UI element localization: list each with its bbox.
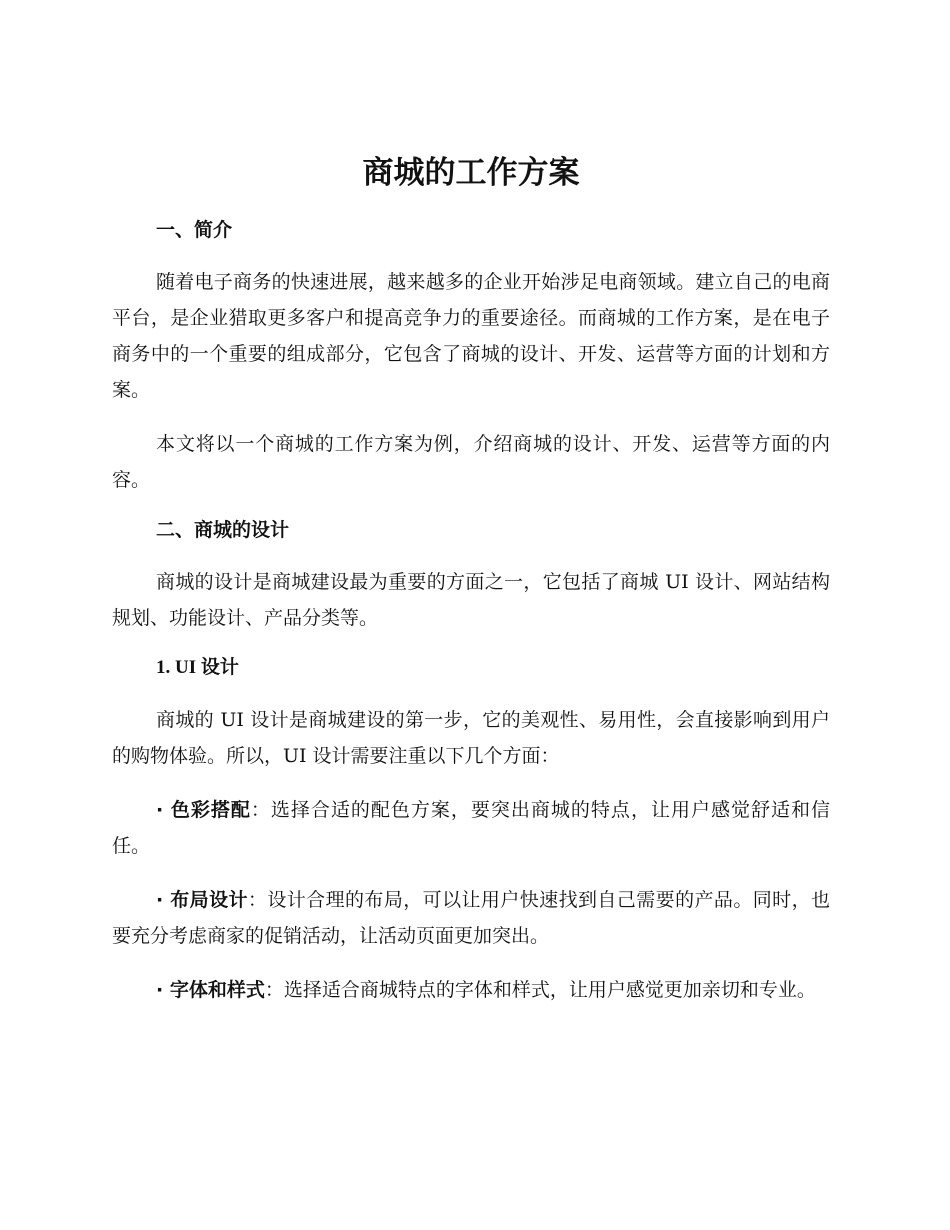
subheading-ui-design: 1. UI 设计 xyxy=(156,657,239,678)
paragraph-design-1: 商城的设计是商城建设最为重要的方面之一，它包括了商城 UI 设计、网站结构规划、功能设计、产品分类等。 xyxy=(112,571,830,629)
paragraph-intro-1: 随着电子商务的快速进展，越来越多的企业开始涉足电商领域。建立自己的电商平台，是企业猎取更多客户和提高竞争力的重要途径。而商城的工作方案，是在电子商务中的一个重要的组成部分，它包含了商城的设计、开发、运营等方面的计划和方案。 xyxy=(112,271,830,401)
bullet-layout xyxy=(112,882,830,954)
bullet-text: ：选择合适的配色方案，要突出商城的特点，让用户感觉舒适和信任。 xyxy=(112,799,830,857)
document-page xyxy=(112,150,830,1026)
bullet-label: · 布局设计 xyxy=(156,889,248,911)
paragraph-ui-design: 商城的 UI 设计是商城建设的第一步，它的美观性、易用性，会直接影响到用户的购物体验。所以，UI 设计需要注重以下几个方面： xyxy=(112,709,830,767)
bullet-color xyxy=(112,792,830,864)
bullet-text: ：设计合理的布局，可以让用户快速找到自己需要的产品。同时，也要充分考虑商家的促销活动，让活动页面更加突出。 xyxy=(112,889,830,947)
section-heading-design: 二、商城的设计 xyxy=(156,519,290,541)
paragraph-intro-2: 本文将以一个商城的工作方案为例，介绍商城的设计、开发、运营等方面的内容。 xyxy=(112,433,830,491)
bullet-font xyxy=(112,972,830,1008)
document-title: 商城的工作方案 xyxy=(362,155,580,191)
bullet-label: · 色彩搭配 xyxy=(156,799,251,821)
bullet-text: ：选择适合商城特点的字体和样式，让用户感觉更加亲切和专业。 xyxy=(264,979,816,1001)
bullet-label: · 字体和样式 xyxy=(156,979,265,1001)
section-heading-intro: 一、简介 xyxy=(156,219,233,241)
